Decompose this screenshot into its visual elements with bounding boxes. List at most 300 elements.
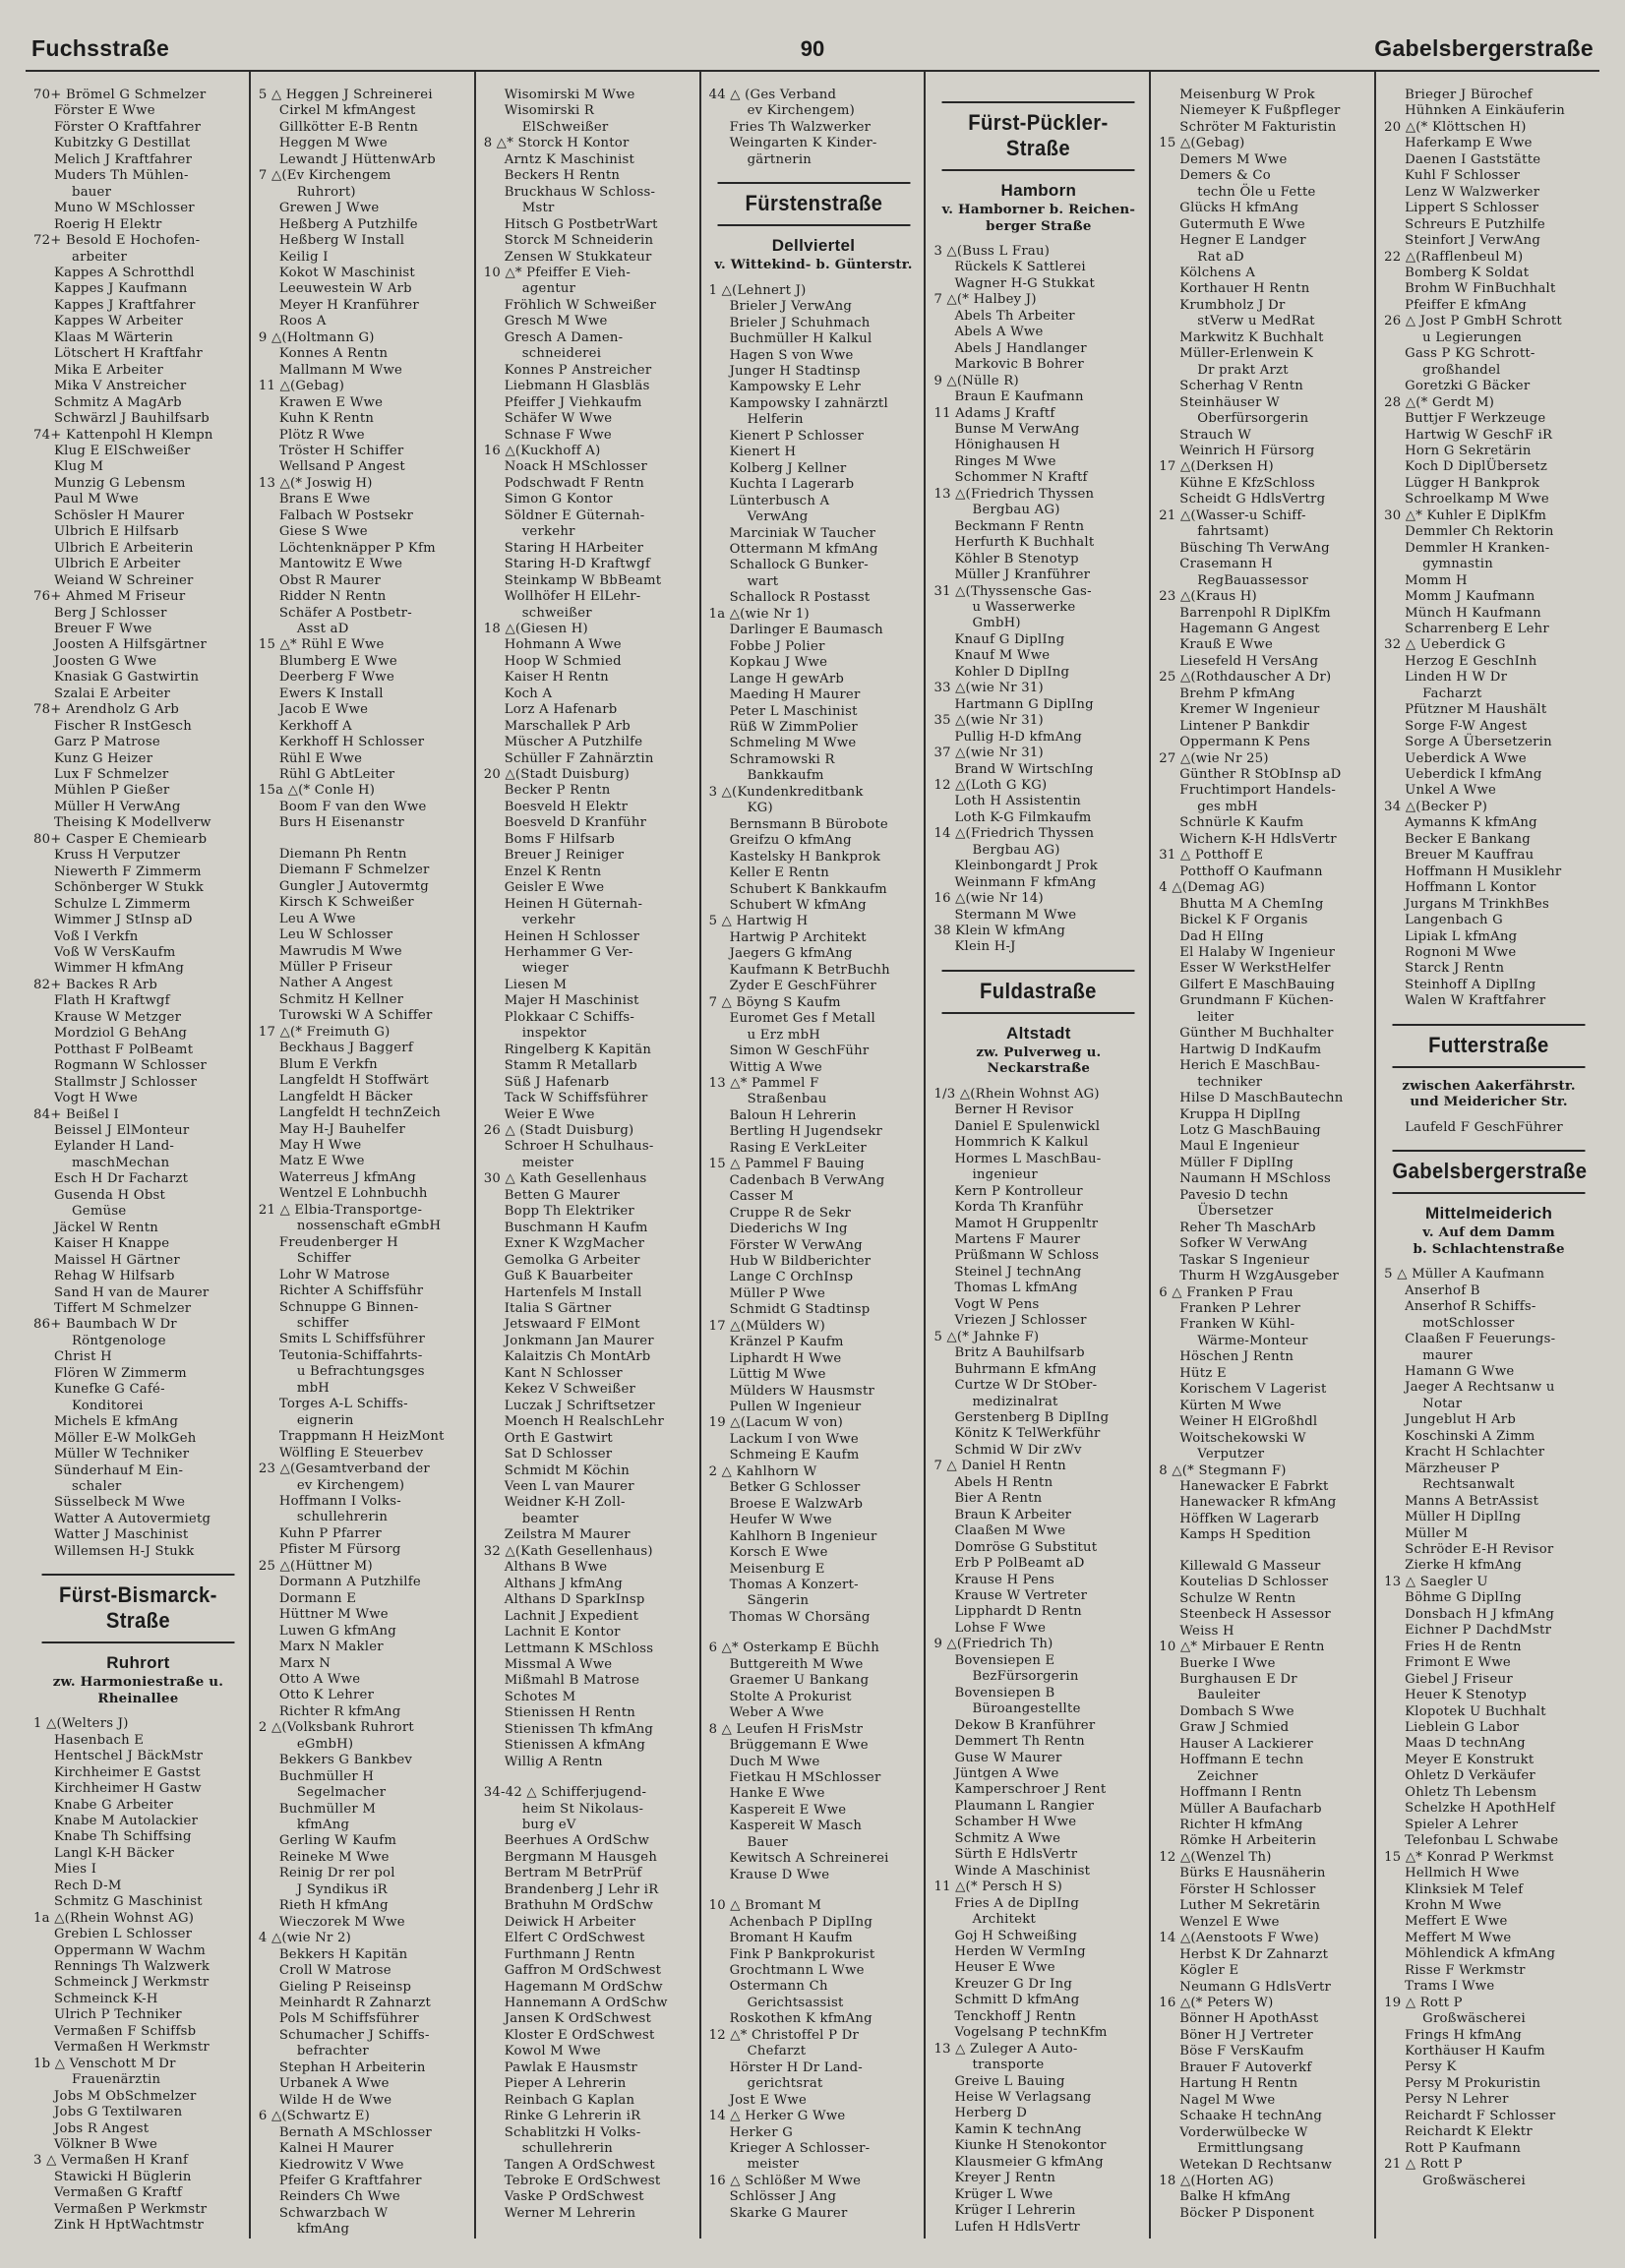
directory-entry: Roskothen K kfmAng (729, 2011, 873, 2027)
directory-entry: Kahlhorn B Ingenieur (729, 1528, 877, 1544)
directory-entry: Euromet Ges f Metall (729, 1011, 876, 1027)
directory-entry: Knasiak G Gastwirtin (54, 670, 200, 686)
directory-entry: bauer (72, 184, 112, 200)
directory-entry: Voß W VersKaufm (54, 945, 176, 961)
directory-entry: 22 △(Rafflenbeul M) (1384, 249, 1524, 265)
directory-entry: Abels Th Arbeiter (954, 308, 1075, 324)
directory-entry: 13 △ Zuleger A Auto- (933, 2041, 1078, 2057)
directory-entry: Kappes W Arbeiter (54, 314, 184, 329)
directory-entry: Berner H Revisor (954, 1103, 1074, 1118)
district-name: Dellviertel (771, 236, 856, 256)
directory-entry: Ringelberg K Kapitän (504, 1042, 652, 1057)
directory-entry: Mstr (521, 201, 555, 216)
directory-entry: Winde A Maschinist (954, 1863, 1091, 1879)
directory-entry: Lotz G MaschBauing (1179, 1123, 1321, 1138)
directory-entry: Kokot W Maschinist (278, 265, 415, 280)
directory-entry: Kaspereit E Wwe (729, 1802, 847, 1818)
directory-entry: Mawrudis M Wwe (278, 943, 402, 959)
directory-entry: Büroangestellte (972, 1701, 1081, 1717)
directory-entry: Rühl G AbtLeiter (278, 767, 395, 783)
directory-entry: Plokkaar C Schiffs- (504, 1009, 635, 1025)
directory-entry: Thomas W Chorsäng (729, 1609, 871, 1625)
directory-entry: Löchtenknäpper P Kfm (278, 540, 436, 556)
directory-entry: 6 △ Franken P Frau (1159, 1284, 1294, 1300)
directory-entry: Klopotek U Buchhalt (1405, 1703, 1546, 1719)
directory-entry: Muno W MSchlosser (54, 201, 195, 216)
directory-entry: Brandenberg J Lehr iR (504, 1881, 659, 1897)
directory-entry: Müller J Kranführer (954, 567, 1091, 583)
directory-entry: Waterreus J kfmAng (278, 1169, 416, 1185)
directory-entry: Lachnit E Kontor (504, 1625, 621, 1641)
column-gap (484, 1770, 693, 1785)
directory-entry: Förster W VerwAng (729, 1237, 863, 1253)
directory-entry: Reher Th MaschArb (1179, 1220, 1316, 1235)
directory-entry: Konnes P Anstreicher (504, 362, 652, 378)
directory-entry: Franken W Kühl- (1179, 1317, 1295, 1333)
directory-entry: arbeiter (72, 249, 128, 265)
directory-entry: Claaßen M Wwe (954, 1523, 1066, 1539)
directory-entry: Steinel J technAng (954, 1264, 1082, 1280)
directory-entry: Boms F Hilfsarb (504, 831, 616, 847)
directory-entry: Majer H Maschinist (504, 993, 639, 1009)
directory-entry: Sorge A Übersetzerin (1405, 735, 1552, 750)
directory-entry: Geisler E Wwe (504, 880, 605, 896)
directory-entry: 15 △* Rühl E Wwe (258, 637, 385, 653)
district-name: Hamborn (1000, 181, 1077, 200)
directory-entry: Meisenburg E (729, 1561, 825, 1577)
directory-entry: Korthauer H Rentn (1179, 281, 1310, 297)
directory-entry: Schnürle K Kaufm (1179, 815, 1304, 831)
directory-entry: u Wasserwerke (972, 599, 1076, 615)
directory-entry: Mika V Anstreicher (54, 379, 187, 394)
directory-entry: Richter A Schiffsführ (278, 1283, 424, 1299)
directory-entry: Knabe G Arbeiter (54, 1797, 174, 1813)
directory-entry: Hartwig W GeschF iR (1405, 427, 1553, 443)
directory-entry: Ostermann Ch (729, 1979, 828, 1995)
directory-entry: Weinmann F kfmAng (954, 874, 1097, 890)
directory-entry: Krüger I Lehrerin (954, 2203, 1076, 2219)
directory-entry: Althans B Wwe (504, 1560, 608, 1576)
directory-entry: Esch H Dr Facharzt (54, 1171, 189, 1187)
directory-entry: Goj H Schweißing (954, 1928, 1078, 1943)
directory-entry: Meisenburg W Prok (1179, 88, 1315, 102)
directory-entry: Grundmann F Küchen- (1179, 993, 1334, 1009)
directory-entry: Hartmann G DiplIng (954, 696, 1094, 712)
directory-entry: Konnes A Rentn (278, 346, 389, 362)
directory-entry: Bankkaufm (747, 768, 824, 784)
directory-entry: Knauf M Wwe (954, 648, 1051, 664)
directory-entry: Hanewacker R kfmAng (1179, 1495, 1337, 1511)
directory-entry: Moench H RealschLehr (504, 1414, 665, 1430)
directory-entry: Kiedrowitz V Wwe (278, 2157, 404, 2173)
directory-entry: Hartenfels M Install (504, 1284, 642, 1300)
directory-entry: Bergbau AG) (972, 503, 1060, 518)
directory-entry: Heßberg W Install (278, 233, 405, 249)
directory-entry: 1a △(wie Nr 1) (708, 606, 810, 622)
directory-entry: Schulze W Rentn (1179, 1590, 1296, 1606)
directory-entry: Barrenpohl R DiplKfm (1179, 605, 1331, 621)
directory-entry: Gresch A Damen- (504, 329, 624, 345)
district-name: Altstadt (1006, 1023, 1071, 1043)
directory-entry: Hagemann M OrdSchw (504, 1979, 663, 1995)
directory-entry: Brehm P kfmAng (1179, 686, 1295, 701)
directory-entry: Rasing E VerkLeiter (729, 1140, 867, 1156)
directory-entry: Lange C OrchInsp (729, 1270, 854, 1285)
directory-entry: 17 △(Mülders W) (708, 1318, 826, 1334)
directory-entry: Krause D Wwe (729, 1867, 830, 1882)
directory-entry: Korthäuser H Kaufm (1405, 2044, 1545, 2059)
directory-entry: Hoffmann L Kontor (1405, 880, 1536, 896)
directory-entry: Otto K Lehrer (278, 1688, 375, 1703)
directory-entry: Fries Th Walzwerker (729, 119, 872, 135)
directory-entry: Breuer M Kauffrau (1405, 848, 1535, 864)
directory-entry: Krohn M Wwe (1405, 1897, 1502, 1913)
directory-entry: Fries A de DiplIng (954, 1895, 1080, 1911)
directory-entry: Haferkamp E Wwe (1405, 136, 1533, 151)
directory-entry: Watter A Autovermietg (54, 1511, 211, 1526)
directory-entry: mbH (296, 1380, 331, 1396)
directory-entry: Rehag W Hilfsarb (54, 1269, 175, 1284)
street-header: Fürst-Bismarck-Straße (42, 1574, 235, 1643)
directory-entry: Vogelsang P technKfm (954, 2025, 1108, 2041)
directory-entry: GmbH) (972, 616, 1021, 631)
directory-entry: Ridder N Rentn (278, 589, 387, 605)
district-subheader (1384, 1078, 1594, 1110)
directory-entry: Otto A Wwe (278, 1671, 361, 1687)
directory-entry: Schmeling M Wwe (729, 736, 857, 751)
directory-entry: Zeilstra M Maurer (504, 1527, 631, 1543)
directory-entry: Büsching Th VerwAng (1179, 540, 1330, 556)
directory-entry: 15 △ Pammel F Bauing (708, 1157, 865, 1172)
directory-entry: Schmitt D kfmAng (954, 1993, 1080, 2008)
directory-entry: Kolberg J Kellner (729, 460, 847, 476)
directory-entry: Bopp Th Elektriker (504, 1204, 634, 1220)
directory-entry: Schmidt M Köchin (504, 1462, 631, 1478)
directory-entry: Schmitz H Kellner (278, 991, 404, 1007)
directory-entry: Reineke M Wwe (278, 1849, 390, 1865)
directory-entry: Curtze W Dr StOber- (954, 1378, 1098, 1394)
directory-entry: Schnuppe G Binnen- (278, 1299, 419, 1315)
district-subheader (933, 1024, 1143, 1077)
directory-entry: Stallmstr J Schlosser (54, 1074, 198, 1090)
directory-entry: Kreuzer G Dr Ing (954, 1976, 1073, 1992)
directory-entry: Herberg D (954, 2106, 1028, 2121)
directory-entry: Schreurs E Putzhilfe (1405, 216, 1545, 232)
directory-entry: Voß I Verkfn (54, 928, 139, 944)
directory-entry: Flören W Zimmerm (54, 1365, 187, 1381)
directory-entry: Becker E Bankang (1405, 831, 1531, 847)
directory-entry: Kohler D DiplIng (954, 664, 1070, 680)
directory-entry: Förster E Wwe (54, 103, 155, 119)
directory-entry: 9 △(Holtmann G) (258, 329, 375, 345)
directory-entry: 26 △ Jost P GmbH Schrott (1384, 314, 1562, 329)
directory-entry: Stienissen A kfmAng (504, 1738, 646, 1754)
directory-entry: Lachnit J Expedient (504, 1608, 639, 1624)
directory-entry: Bunse M VerwAng (954, 421, 1080, 437)
directory-entry: Müller H VerwAng (54, 799, 181, 814)
directory-entry: Schamber H Wwe (954, 1815, 1077, 1830)
directory-entry: Falbach W Postsekr (278, 507, 414, 523)
directory-entry: Kappes J Kraftfahrer (54, 297, 196, 313)
directory-entry: Watter J Maschinist (54, 1527, 189, 1543)
column-gap (1159, 1544, 1368, 1559)
directory-entry: Matz E Wwe (278, 1154, 365, 1169)
directory-entry: Reichardt F Schlosser (1405, 2108, 1556, 2123)
directory-entry: Fietkau H MSchlosser (729, 1770, 881, 1785)
directory-entry: Steinkamp W BbBeamt (504, 572, 662, 588)
directory-entry: Kampowsky E Lehr (729, 380, 862, 395)
directory-entry: Mallmann M Wwe (278, 362, 403, 378)
directory-entry: Sand H van de Maurer (54, 1284, 210, 1300)
directory-entry: Schmid W Dir zWv (954, 1442, 1082, 1458)
directory-entry: Koch A (504, 686, 553, 701)
district-range: zw. Pulverweg u. (976, 1044, 1102, 1060)
directory-entry: Zensen W Stukkateur (504, 249, 652, 265)
directory-entry: Telefonbau L Schwabe (1405, 1833, 1559, 1849)
directory-entry: Bernath A MSchlosser (278, 2124, 432, 2140)
directory-entry: Kuchta I Lagerarb (729, 477, 855, 493)
directory-entry: Herhammer G Ver- (504, 945, 633, 961)
directory-entry: Crasemann H (1179, 557, 1273, 572)
directory-entry: Abels J Handlanger (954, 340, 1087, 356)
directory-entry: Freudenberger H (278, 1234, 398, 1250)
directory-entry: Liesefeld H VersAng (1179, 653, 1319, 669)
directory-entry: Buttjer F Werkzeuge (1405, 411, 1546, 427)
directory-entry: Pols M Schiffsführer (278, 2011, 419, 2027)
directory-entry: Domröse G Substitut (954, 1539, 1098, 1555)
directory-entry: Kreyer J Rentn (954, 2171, 1056, 2186)
directory-entry: Spieler A Lehrer (1405, 1817, 1519, 1832)
directory-entry: 6 △(Schwartz E) (258, 2109, 371, 2124)
directory-entry: Kunz G Heizer (54, 750, 153, 766)
directory-entry: Herich E MaschBau- (1179, 1058, 1321, 1074)
directory-entry: Eylander H Land- (54, 1139, 175, 1155)
column-gap (709, 1883, 919, 1898)
directory-entry: Klug E ElSchweißer (54, 443, 191, 458)
directory-entry: Fruchtimport Handels- (1179, 783, 1337, 799)
directory-entry: May H-J Bauhelfer (278, 1121, 406, 1137)
directory-entry: 1 △(Lehnert J) (708, 282, 807, 298)
directory-entry: Liphardt H Wwe (729, 1350, 842, 1366)
directory-entry: Söldner E Güternah- (504, 507, 645, 523)
district-range: Rheinallee (97, 1690, 179, 1706)
directory-entry: Leeuwestein W Arb (278, 281, 412, 297)
district-subheader (1384, 1204, 1594, 1257)
directory-entry: Kuhn K Rentn (278, 411, 375, 427)
directory-entry: Bekkers G Bankbev (278, 1753, 413, 1768)
directory-entry: Hellmich H Wwe (1405, 1866, 1520, 1881)
directory-entry: Konditorei (72, 1398, 144, 1413)
page-header (26, 30, 1599, 72)
directory-entry: Märzheuser P (1405, 1461, 1500, 1476)
directory-entry: Hoffmann H Musiklehr (1405, 864, 1562, 879)
directory-entry: Noack H MSchlosser (504, 459, 648, 475)
directory-entry: Jobs R Angest (54, 2120, 150, 2136)
directory-entry: Reinig Dr rer pol (278, 1866, 395, 1881)
directory-entry: Müller P Friseur (278, 960, 392, 976)
directory-entry: Mika E Arbeiter (54, 362, 164, 378)
directory-entry: schullehrerin (296, 1510, 389, 1525)
directory-entry: Jost E Wwe (729, 2092, 808, 2108)
directory-entry: Hentschel J BäckMstr (54, 1749, 204, 1764)
directory-entry: Flath H Kraftwgf (54, 993, 170, 1009)
directory-entry: maurer (1422, 1347, 1473, 1363)
directory-entry: Böner H J Vertreter (1179, 2027, 1313, 2043)
directory-entry: 25 △(Hüttner M) (258, 1558, 373, 1574)
directory-entry: Krause H Pens (954, 1572, 1055, 1587)
directory-entry: Buttgereith M Wwe (729, 1656, 864, 1672)
directory-entry: Oppermann W Wachm (54, 1942, 206, 1958)
directory-entry: Schramowski R (729, 751, 835, 767)
directory-entry: Hütz E (1179, 1365, 1227, 1381)
directory-entry: Hannemann A OrdSchw (504, 1996, 668, 2011)
directory-entry: Jobs M ObSchmelzer (54, 2088, 197, 2104)
directory-entry: Übersetzer (1197, 1204, 1274, 1220)
directory-entry: Jüntgen A Wwe (954, 1765, 1059, 1781)
directory-entry: Graemer U Bankang (729, 1673, 870, 1689)
directory-entry: Gresch M Wwe (504, 314, 608, 329)
directory-entry: Hoffmann I Rentn (1179, 1785, 1302, 1801)
directory-entry: Rognoni M Wwe (1405, 945, 1517, 961)
directory-entry: Goretzki G Bäcker (1405, 379, 1531, 394)
directory-entry: Martens F Maurer (954, 1232, 1081, 1248)
directory-entry: Bertling H Jugendsekr (729, 1124, 883, 1140)
directory-entry: Michels E kfmAng (54, 1414, 179, 1430)
directory-entry: verkehr (521, 913, 575, 928)
directory-entry: Nagel M Wwe (1179, 2092, 1276, 2108)
directory-entry: Willemsen H-J Stukk (54, 1543, 195, 1559)
directory-entry: Kowol M Wwe (504, 2044, 601, 2059)
directory-entry: 16 △(wie Nr 14) (933, 891, 1044, 907)
directory-entry: Rech D-M (54, 1878, 122, 1893)
directory-entry: Ueberdick A Wwe (1405, 750, 1527, 766)
directory-entry: Manns A BetrAssist (1405, 1493, 1539, 1509)
directory-entry: Koutelias D Schlosser (1179, 1575, 1329, 1590)
directory-entry: 13 △ Saegler U (1384, 1574, 1488, 1589)
directory-entry: 14 △(Friedrich Thyssen (933, 826, 1095, 842)
directory-entry: Hartung H Rentn (1179, 2076, 1298, 2092)
directory-entry: Vorderwülbecke W (1179, 2124, 1308, 2140)
directory-entry: Krieger A Schlosser- (729, 2140, 871, 2156)
directory-entry: 44 △ (Ges Verband (708, 88, 837, 102)
directory-entry: 20 △(* Klöttschen H) (1384, 119, 1527, 135)
directory-entry: 5 △ Hartwig H (708, 914, 809, 929)
directory-entry: Erb P PolBeamt aD (954, 1556, 1085, 1572)
directory-entry: Sofker W VerwAng (1179, 1236, 1308, 1252)
directory-entry: Ulbrich E Arbeiter (54, 557, 181, 572)
directory-entry: Skarke G Maurer (729, 2205, 848, 2221)
directory-entry: Lohr W Matrose (278, 1267, 391, 1283)
directory-entry: Buschmann H Kaufm (504, 1220, 648, 1235)
directory-entry: Vogt W Pens (954, 1296, 1040, 1312)
directory-entry: Helferin (747, 412, 804, 428)
directory-entry: Langenbach G (1405, 913, 1503, 928)
directory-entry: Weinrich H Fürsorg (1179, 443, 1315, 458)
directory-entry: Arntz K Maschinist (504, 151, 635, 167)
directory-entry: Bruckhaus W Schloss- (504, 184, 656, 200)
directory-entry: BezFürsorgerin (972, 1669, 1079, 1685)
directory-entry: Kappes A Schrotthdl (54, 265, 195, 280)
directory-entry: Hüttner M Wwe (278, 1607, 389, 1623)
directory-entry: 23 △(Gesamtverband der (258, 1462, 430, 1477)
directory-entry: Lügger H Bankprok (1405, 475, 1540, 491)
directory-entry: Jacob E Wwe (278, 702, 369, 718)
directory-entry: Rechtsanwalt (1422, 1477, 1515, 1493)
directory-entry: Gaffron M OrdSchwest (504, 1963, 662, 1979)
directory-entry: Oberfürsorgerin (1197, 411, 1309, 427)
directory-entry: Segelmacher (296, 1785, 387, 1801)
directory-entry: Schotes M (504, 1689, 576, 1704)
directory-entry: Schumacher J Schiffs- (278, 2027, 430, 2043)
directory-entry: Trams I Wwe (1405, 1979, 1495, 1995)
directory-entry: Giebel J Friseur (1405, 1671, 1513, 1687)
district-range: zw. Harmoniestraße u. (52, 1674, 224, 1691)
directory-entry: Deerberg F Wwe (278, 670, 395, 686)
directory-entry: 8 △ Leufen H FrisMstr (708, 1721, 864, 1737)
directory-entry: Mordziol G BehAng (54, 1026, 188, 1042)
directory-entry: J Syndikus iR (296, 1881, 388, 1897)
directory-entry: Klug M (54, 459, 104, 475)
directory-entry: Klausmeier G kfmAng (954, 2154, 1104, 2170)
directory-entry: Lüttig M Wwe (729, 1367, 826, 1383)
directory-entry: 7 △ Böyng S Kaufm (708, 994, 841, 1010)
running-head-right: Gabelsbergerstraße (1374, 35, 1594, 61)
directory-entry: Dad H ElIng (1179, 928, 1264, 944)
directory-entry: Buerke I Wwe (1179, 1655, 1276, 1671)
directory-entry: Plötz R Wwe (278, 427, 365, 443)
directory-entry: Kerkhoff A (278, 718, 352, 734)
directory-entry: Ewers K Install (278, 686, 384, 701)
directory-entry: Thurm H WzgAusgeber (1179, 1269, 1340, 1284)
directory-entry: Ohletz Th Lebensm (1405, 1784, 1537, 1800)
directory-entry: Maul E Ingenieur (1179, 1139, 1299, 1155)
directory-entry: Kruppa H DiplIng (1179, 1106, 1301, 1122)
directory-entry: Leu W Schlosser (278, 927, 393, 943)
directory-entry: inspektor (521, 1026, 587, 1042)
directory-entry: nossenschaft eGmbH (296, 1219, 442, 1234)
directory-entry: Linden H W Dr (1405, 670, 1508, 686)
directory-entry: Greive L Bauing (954, 2073, 1065, 2089)
directory-entry: Korsch E Wwe (729, 1545, 828, 1561)
directory-entry: Munzig G Lebensm (54, 475, 186, 491)
directory-entry: Korischem V Lagerist (1179, 1382, 1327, 1398)
directory-entry: Kopkau J Wwe (729, 655, 828, 671)
directory-entry: Asst aD (296, 621, 349, 636)
directory-entry: 4 △(wie Nr 2) (258, 1931, 352, 1946)
directory-entry: Müller P Wwe (729, 1285, 826, 1301)
directory-entry: 33 △(wie Nr 31) (933, 681, 1044, 696)
directory-entry: Risse F Werkmstr (1405, 1962, 1526, 1978)
district-name: Ruhrort (106, 1653, 170, 1673)
directory-entry: Großwäscherei (1422, 2011, 1526, 2027)
directory-entry: Simon G Kontor (504, 492, 613, 507)
directory-entry: Hagemann G Angest (1179, 621, 1320, 636)
directory-entry: Blumberg E Wwe (278, 653, 397, 669)
directory-entry: 21 △ Elbia-Transportge- (258, 1202, 423, 1218)
directory-entry: Bromant H Kaufm (729, 1931, 853, 1946)
directory-entry: Rüß W ZimmPolier (729, 720, 858, 735)
directory-entry: Mamot H Gruppenltr (954, 1216, 1099, 1231)
directory-entry: 20 △(Stadt Duisburg) (483, 767, 630, 783)
directory-entry: Hanewacker E Fabrkt (1179, 1478, 1329, 1494)
directory-entry: Tebroke E OrdSchwest (504, 2174, 661, 2188)
directory-entry: Herker G (729, 2124, 794, 2140)
directory-entry: Demmler Ch Rektorin (1405, 524, 1554, 540)
directory-entry: Großwäscherei (1422, 2173, 1526, 2188)
directory-entry: Meyer H Kranführer (278, 297, 419, 313)
directory-entry: Bauer (747, 1834, 788, 1850)
directory-entry: Schmidt G Stadtinsp (729, 1302, 871, 1318)
